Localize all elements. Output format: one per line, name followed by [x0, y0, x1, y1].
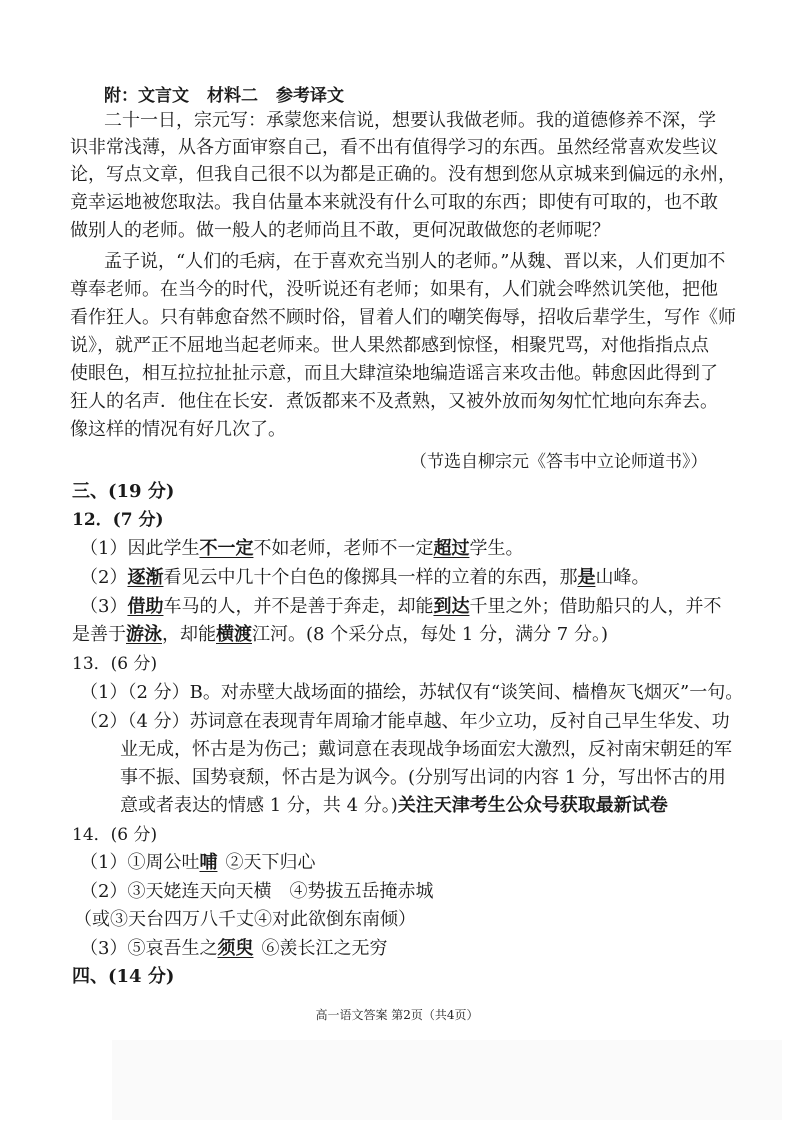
scoring-point: 哺 — [199, 852, 218, 873]
q12-label: 12．(7 分) — [72, 510, 164, 530]
q13-answer-2: 事不振、国势衰颓，怀古是为讽今。(分别写出词的内容 1 分，写出怀古的用 — [120, 767, 726, 788]
q14-answer-3: （3）⑤哀吾生之须臾 ⑥羡长江之无穷 — [80, 938, 388, 959]
q14-answer-2: （2）③天姥连天向天横 ④势拔五岳掩赤城 — [80, 881, 434, 902]
translation-p2-line: 尊奉老师。在当今的时代，没听说还有老师；如果有，人们就会哗然讥笑他，把他 — [70, 279, 718, 300]
q13-answer-2: 业无成，怀古是为伤己；戴词意在表现战争场面宏大激烈，反衬南宋朝廷的军 — [120, 739, 732, 760]
scoring-point: 横渡 — [216, 624, 252, 645]
q13-answer-2: （2）（4 分）苏词意在表现青年周瑜才能卓越、年少立功，反衬自己早生华发、功 — [80, 711, 730, 732]
translation-p1-line: 做别人的老师。做一般人的老师尚且不敢，更何况敢做您的老师呢？ — [70, 220, 610, 241]
q12-answer-1: （1）因此学生不一定不如老师，老师不一定超过学生。 — [80, 538, 524, 559]
scoring-point: 是 — [577, 567, 596, 588]
q14-label: 14．(6 分) — [72, 825, 158, 845]
scoring-point: 游泳 — [126, 624, 162, 645]
scoring-point: 须臾 — [217, 938, 254, 959]
notice-text: 关注天津考生公众号获取最新试卷 — [397, 795, 668, 816]
translation-p1-line: 二十一日，宗元写：承蒙您来信说，想要认我做老师。我的道德修养不深，学 — [104, 110, 716, 131]
q14-answer-2-alt: （或③天台四万八千丈④对此欲倒东南倾） — [74, 909, 416, 930]
translation-label: 参考译文 — [276, 86, 344, 106]
scoring-point: 到达 — [433, 596, 470, 617]
translation-p2-line: 看作狂人。只有韩愈奋然不顾时俗，冒着人们的嘲笑侮辱，招收后辈学生，写作《师 — [70, 307, 736, 328]
section3-heading: 三、(19 分) — [72, 481, 175, 502]
q13-answer-1: （1）（2 分）B。对赤壁大战场面的描绘，苏轼仅有“谈笑间、樯橹灰飞烟灭”一句。 — [80, 682, 744, 703]
appendix-heading — [104, 84, 344, 108]
q14-answer-1: （1）①周公吐哺 ②天下归心 — [80, 852, 316, 873]
scoring-point: 逐渐 — [127, 567, 164, 588]
scoring-point: 借助 — [127, 596, 164, 617]
appendix-label: 附：文言文 — [104, 86, 189, 106]
translation-p2-line: 狂人的名声．他住在长安．煮饭都来不及煮熟，又被外放而匆匆忙忙地向东奔去。 — [70, 391, 718, 412]
q12-answer-3-cont: 是善于游泳，却能横渡江河。(8 个采分点，每处 1 分，满分 7 分。) — [72, 624, 609, 645]
scoring-point: 超过 — [433, 538, 470, 559]
q13-answer-2: 意或者表达的情感 1 分，共 4 分。)关注天津考生公众号获取最新试卷 — [120, 795, 668, 816]
scoring-point: 不一定 — [199, 538, 254, 559]
translation-p2-line: 说》，就严正不屈地当起老师来。世人果然都感到惊怪，相聚咒骂，对他指指点点 — [70, 335, 709, 356]
material-label: 材料二 — [207, 86, 258, 106]
translation-p2-line: 孟子说，“人们的毛病，在于喜欢充当别人的老师。”从魏、晋以来，人们更加不 — [104, 251, 726, 272]
q12-answer-2: （2）逐渐看见云中几十个白色的像掷具一样的立着的东西，那是山峰。 — [80, 567, 650, 588]
q12-answer-3: （3）借助车马的人，并不是善于奔走，却能到达千里之外；借助船只的人，并不 — [80, 596, 722, 617]
page-bottom-strip — [112, 1040, 782, 1120]
translation-p1-line: 论，写点文章，但我自己很不以为都是正确的。没有想到您从京城来到偏远的永州， — [70, 164, 736, 185]
translation-p1-line: 识非常浅薄，从各方面审察自己，看不出有值得学习的东西。虽然经常喜欢发些议 — [70, 137, 718, 158]
section4-heading: 四、(14 分) — [72, 966, 175, 987]
translation-p1-line: 竟幸运地被您取法。我自估量本来就没有什么可取的东西；即使有可取的，也不敢 — [70, 192, 718, 213]
q13-label: 13．(6 分) — [72, 654, 158, 674]
source-citation: （节选自柳宗元《答韦中立论师道书》） — [410, 452, 708, 472]
translation-p2-line: 使眼色，相互拉拉扯扯示意，而且大肆渲染地编造谣言来攻击他。韩愈因此得到了 — [70, 363, 718, 384]
page-footer: 高一语文答案 第2页（共4页） — [315, 1008, 479, 1022]
translation-p2-line: 像这样的情况有好几次了。 — [70, 419, 286, 440]
